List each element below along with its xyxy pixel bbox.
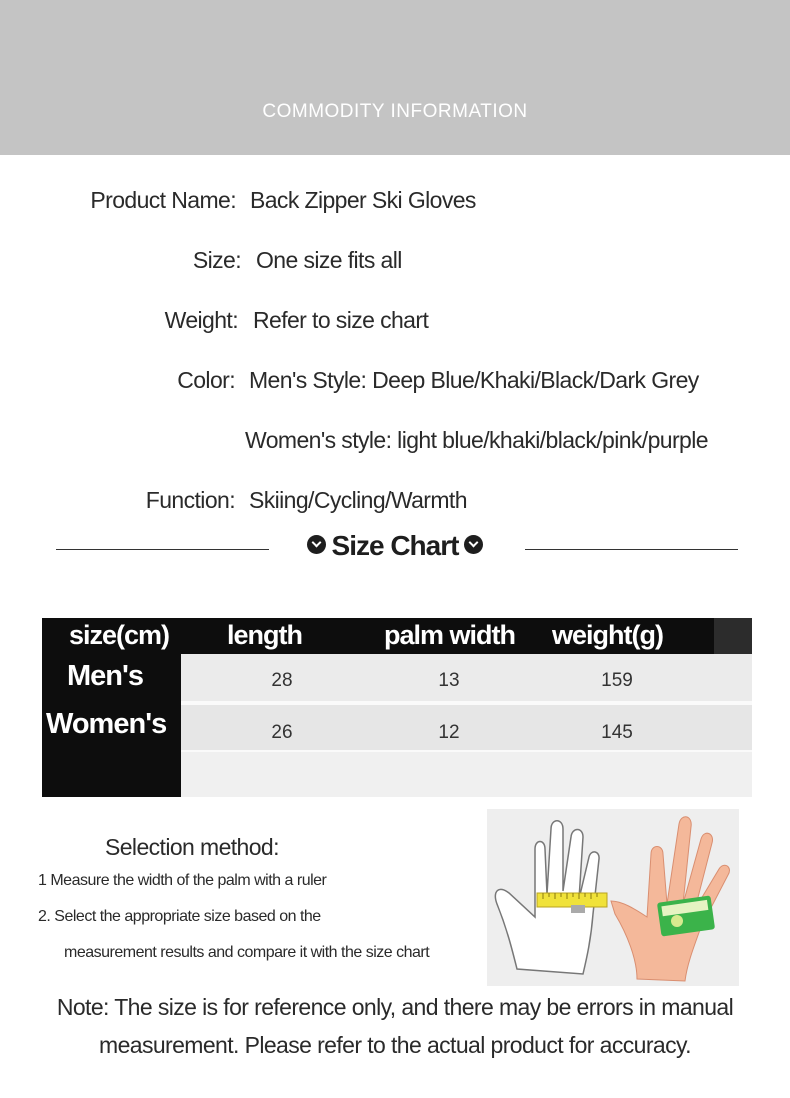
selection-method-title: Selection method: (105, 834, 279, 860)
note-line-1: Note: The size is for reference only, and there may be errors in manual (56, 994, 734, 1020)
men-palm-width: 13 (438, 670, 460, 691)
header-palm-width: palm width (384, 620, 515, 650)
palm-measurement-illustration (487, 809, 739, 986)
product-name-label: Product Name: (90, 187, 236, 213)
selection-step-1: 1 Measure the width of the palm with a ruler (38, 872, 327, 889)
header-weight: weight(g) (552, 620, 663, 650)
row-label-men: Men's (67, 660, 144, 692)
color-label: Color: (177, 367, 235, 393)
weight-value: Refer to size chart (253, 307, 429, 333)
header-length: length (227, 620, 302, 650)
selection-step-2: 2. Select the appropriate size based on the (38, 908, 321, 925)
chevron-down-icon (464, 535, 483, 554)
header-size: size(cm) (69, 620, 170, 650)
color-women-value: Women's style: light blue/khaki/black/pink/purple (245, 427, 708, 453)
product-name-value: Back Zipper Ski Gloves (250, 187, 476, 213)
size-chart-heading (0, 530, 790, 562)
women-palm-width: 12 (438, 722, 460, 743)
women-length: 26 (271, 722, 293, 743)
table-row-empty (181, 752, 752, 797)
weight-label: Weight: (164, 307, 238, 333)
color-men-value: Men's Style: Deep Blue/Khaki/Black/Dark Grey (249, 367, 699, 393)
chevron-down-icon (307, 535, 326, 554)
function-label: Function: (145, 487, 235, 513)
note-line-2: measurement. Please refer to the actual product for accuracy. (99, 1032, 691, 1058)
men-weight: 159 (601, 670, 633, 691)
size-chart-title: Size Chart (331, 530, 459, 561)
size-chart-table (42, 618, 752, 797)
size-label: Size: (192, 247, 241, 273)
size-value: One size fits all (256, 247, 402, 273)
men-length: 28 (271, 670, 293, 691)
function-value: Skiing/Cycling/Warmth (249, 487, 467, 513)
women-weight: 145 (601, 722, 633, 743)
header-banner (0, 0, 790, 155)
selection-step-2-continued: measurement results and compare it with the size chart (64, 944, 430, 961)
row-label-women: Women's (46, 708, 167, 740)
hand-measure-icon (487, 809, 739, 986)
table-header (42, 618, 752, 654)
banner-title: COMMODITY INFORMATION (262, 101, 528, 122)
